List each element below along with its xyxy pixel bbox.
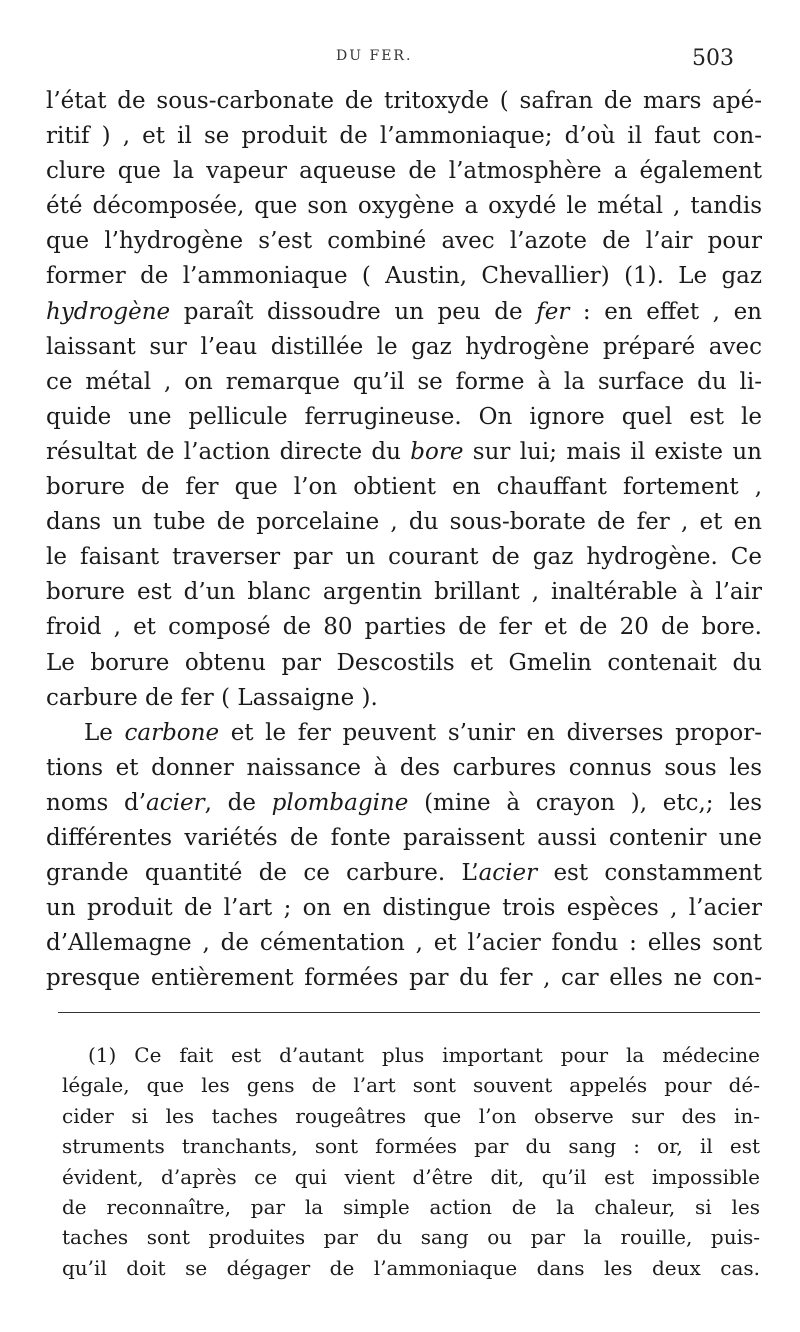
text-line: clure que la vapeur aqueuse de l’atmosphère a également <box>46 158 762 185</box>
page-number: 503 <box>692 46 734 71</box>
text-line: borure est d’un blanc argentin brillant , inaltérable à l’air <box>46 579 762 606</box>
footnote-line: taches sont produites par du sang ou par la rouille, puis- <box>62 1225 760 1250</box>
footnote-line: (1) Ce fait est d’autant plus important pour la médecine <box>88 1043 760 1067</box>
footnote-line: cider si les taches rougeâtres que l’on observe sur des in- <box>62 1103 760 1128</box>
italic-term: bore <box>410 438 464 465</box>
text-line: Le carbone et le fer peuvent s’unir en diverses propor- <box>84 719 762 746</box>
text-line: Le borure obtenu par Descostils et Gmelin contenait du <box>46 649 762 676</box>
text-line: ritif ) , et il se produit de l’ammoniaque; d’où il faut con- <box>46 123 762 150</box>
text-line: presque entièrement formées par du fer , car elles ne con- <box>46 965 762 992</box>
main-text <box>46 84 762 996</box>
text-line: l’état de sous-carbonate de tritoxyde ( safran de mars apé- <box>46 88 762 114</box>
footnote-line: qu’il doit se dégager de l’ammoniaque dans les deux cas. <box>62 1255 760 1280</box>
text-line: que l’hydrogène s’est combiné avec l’azote de l’air pour <box>46 228 762 255</box>
footnote-divider <box>58 1012 760 1013</box>
text-line: hydrogène paraît dissoudre un peu de fer : en effet , en <box>46 298 762 325</box>
text-line: d’Allemagne , de cémentation , et l’acier fondu : elles sont <box>46 930 762 957</box>
text-line: différentes variétés de fonte paraissent aussi contenir une <box>46 824 762 851</box>
running-header <box>0 46 800 70</box>
italic-term: carbone <box>124 719 220 746</box>
footnote-line: struments tranchants, sont formées par du sang : or, il est <box>62 1134 760 1159</box>
footnote-line: de reconnaître, par la simple action de la chaleur, si les <box>62 1194 760 1219</box>
text-line: tions et donner naissance à des carbures connus sous les <box>46 754 762 781</box>
text-line: laissant sur l’eau distillée le gaz hydrogène préparé avec <box>46 333 762 360</box>
text-line: borure de fer que l’on obtient en chauffant fortement , <box>46 474 762 501</box>
text-line: résultat de l’action directe du bore sur lui; mais il existe un <box>46 438 762 465</box>
text-line: été décomposée, que son oxygène a oxydé le métal , tandis <box>46 193 762 220</box>
text-line: un produit de l’art ; on en distingue trois espèces , l’acier <box>46 895 762 922</box>
italic-term: acier <box>478 860 538 887</box>
footnote <box>62 1040 760 1283</box>
text-line: dans un tube de porcelaine , du sous-borate de fer , et en <box>46 509 762 536</box>
text-line: ce métal , on remarque qu’il se forme à la surface du li- <box>46 368 762 395</box>
text-line: former de l’ammoniaque ( Austin, Chevallier) (1). Le gaz <box>46 263 762 290</box>
text-line: carbure de fer ( Lassaigne ). <box>46 684 378 711</box>
italic-term: hydrogène <box>46 298 171 325</box>
text-line: quide une pellicule ferrugineuse. On ignore quel est le <box>46 403 762 430</box>
text-line: le faisant traverser par un courant de gaz hydrogène. Ce <box>46 544 762 571</box>
running-title: DU FER. <box>336 48 413 64</box>
text-line: grande quantité de ce carbure. L’acier est constamment <box>46 860 762 887</box>
italic-term: acier <box>146 789 205 816</box>
footnote-line: légale, que les gens de l’art sont souvent appelés pour dé- <box>62 1073 760 1098</box>
italic-term: fer <box>536 298 570 325</box>
text-line: froid , et composé de 80 parties de fer et de 20 de bore. <box>46 614 762 641</box>
footnote-line: évident, d’après ce qui vient d’être dit, qu’il est impossible <box>62 1164 760 1189</box>
italic-term: plombagine <box>271 789 409 816</box>
text-line: noms d’acier, de plombagine (mine à crayon ), etc,; les <box>46 789 762 816</box>
